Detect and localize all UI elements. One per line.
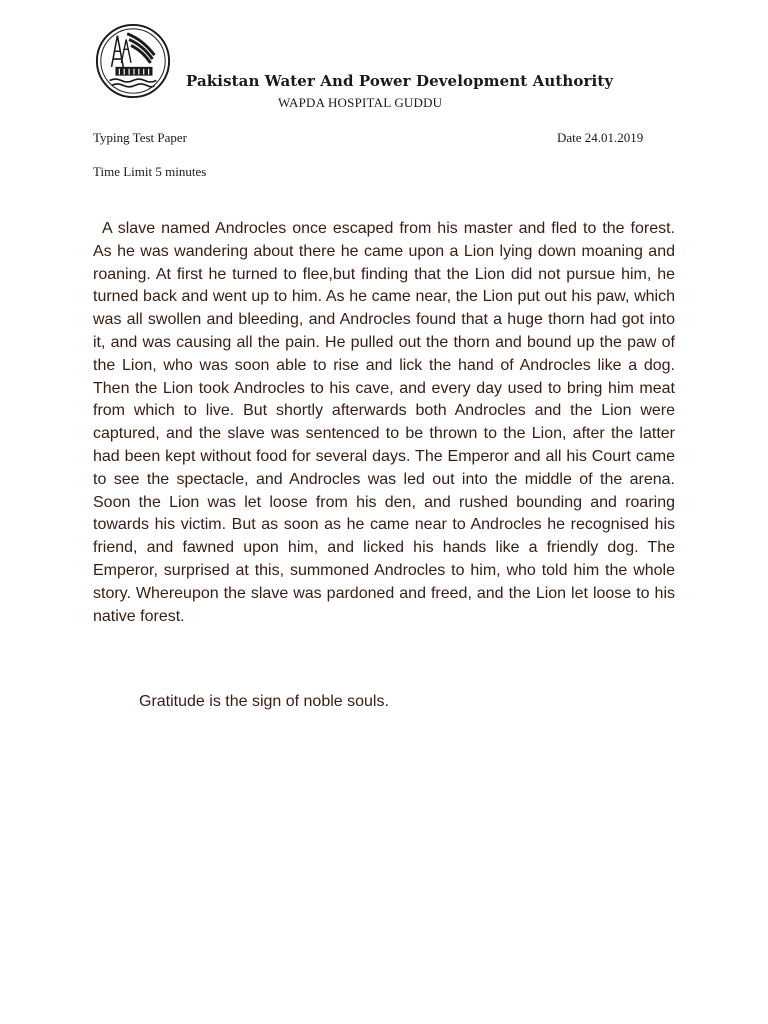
hospital-name: WAPDA HOSPITAL GUDDU bbox=[278, 95, 443, 110]
wapda-logo-icon bbox=[94, 22, 172, 100]
moral-line: Gratitude is the sign of noble souls. bbox=[139, 693, 389, 710]
test-date: Date 24.01.2019 bbox=[557, 130, 644, 145]
typing-passage: A slave named Androcles once escaped from his master and fled to the forest. As he was wandering about there he came upon a Lion lying down moaning and roaning. At first he turned to flee,but finding that the Lion did not pursue him, he turned back and went up to him. As he came near, the Lion put out his paw, which was all swollen and bleeding, and Androcles found that a huge thorn had got into it, and was causing all the pain. He pulled out the thorn and bound up the paw of the Lion, who was soon able to rise and lick the hand of Androcles like a dog. Then the Lion took Androcles to his cave, and every day used to bring him meat from which to live. But shortly afterwards both Androcles and the Lion were captured, and the slave was sentenced to be thrown to the Lion, after the latter had been kept without food for several days. The Emperor and all his Court came to see the spectacle, and Androcles was led out into the middle of the arena. Soon the Lion was let loose from his den, and rushed bounding and roaring towards his victim. But as soon as he came near to Androcles he recognised his friend, and fawned upon him, and licked his hands like a friendly dog. The Emperor, surprised at this, summoned Androcles to him, who told him the whole story. Whereupon the slave was pardoned and freed, and the Lion let loose to his native forest. bbox=[93, 220, 675, 625]
organization-name: Pakistan Water And Power Development Authority bbox=[186, 72, 614, 90]
paper-type: Typing Test Paper bbox=[93, 130, 187, 145]
time-limit: Time Limit 5 minutes bbox=[93, 164, 207, 179]
